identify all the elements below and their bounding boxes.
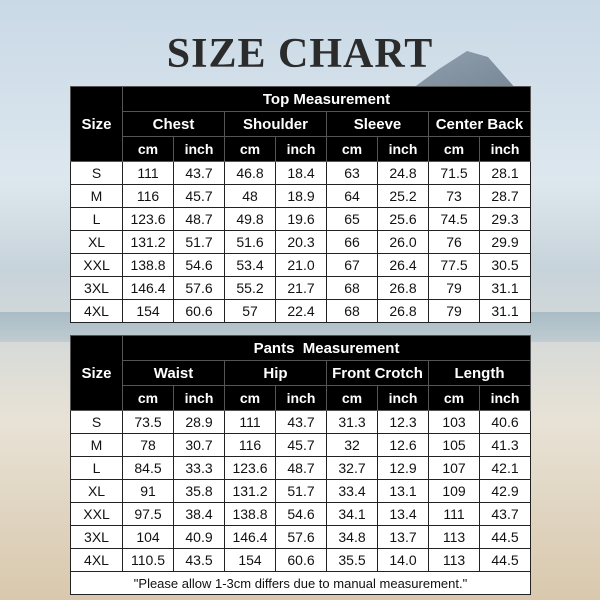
value-cell: 48.7	[174, 208, 225, 231]
table-row	[71, 277, 531, 300]
value-cell: 42.9	[480, 480, 531, 503]
value-cell: 12.9	[378, 457, 429, 480]
value-cell: 107	[429, 457, 480, 480]
value-cell: 74.5	[429, 208, 480, 231]
value-cell: 38.4	[174, 503, 225, 526]
table-row	[71, 254, 531, 277]
unit-cell: cm	[429, 386, 480, 411]
value-cell: 30.5	[480, 254, 531, 277]
value-cell: 19.6	[276, 208, 327, 231]
value-cell: 29.3	[480, 208, 531, 231]
value-cell: 42.1	[480, 457, 531, 480]
value-cell: 41.3	[480, 434, 531, 457]
value-cell: 51.7	[276, 480, 327, 503]
value-cell: 91	[123, 480, 174, 503]
value-cell: 109	[429, 480, 480, 503]
value-cell: 40.9	[174, 526, 225, 549]
value-cell: 105	[429, 434, 480, 457]
group-hip: Hip	[225, 361, 327, 386]
value-cell: 104	[123, 526, 174, 549]
unit-cell: inch	[480, 137, 531, 162]
size-cell: XL	[71, 480, 123, 503]
value-cell: 22.4	[276, 300, 327, 323]
value-cell: 32.7	[327, 457, 378, 480]
unit-cell: cm	[429, 137, 480, 162]
value-cell: 54.6	[276, 503, 327, 526]
value-cell: 13.4	[378, 503, 429, 526]
unit-cell: inch	[276, 386, 327, 411]
value-cell: 123.6	[123, 208, 174, 231]
table-row	[71, 300, 531, 323]
value-cell: 79	[429, 300, 480, 323]
value-cell: 40.6	[480, 411, 531, 434]
unit-cell: inch	[174, 386, 225, 411]
value-cell: 28.7	[480, 185, 531, 208]
value-cell: 111	[429, 503, 480, 526]
value-cell: 131.2	[225, 480, 276, 503]
value-cell: 78	[123, 434, 174, 457]
value-cell: 32	[327, 434, 378, 457]
value-cell: 12.3	[378, 411, 429, 434]
top-measurement-heading: Top Measurement	[123, 87, 531, 112]
value-cell: 43.5	[174, 549, 225, 572]
size-cell: S	[71, 411, 123, 434]
size-cell: XXL	[71, 503, 123, 526]
group-front-crotch: Front Crotch	[327, 361, 429, 386]
value-cell: 43.7	[480, 503, 531, 526]
unit-cell: inch	[378, 386, 429, 411]
value-cell: 110.5	[123, 549, 174, 572]
value-cell: 84.5	[123, 457, 174, 480]
top-table-body	[71, 162, 531, 323]
table-row	[71, 503, 531, 526]
unit-cell: inch	[174, 137, 225, 162]
value-cell: 30.7	[174, 434, 225, 457]
value-cell: 20.3	[276, 231, 327, 254]
value-cell: 18.4	[276, 162, 327, 185]
value-cell: 33.4	[327, 480, 378, 503]
value-cell: 14.0	[378, 549, 429, 572]
group-sleeve: Sleeve	[327, 112, 429, 137]
value-cell: 45.7	[174, 185, 225, 208]
value-cell: 146.4	[225, 526, 276, 549]
table-row	[71, 162, 531, 185]
value-cell: 28.1	[480, 162, 531, 185]
table-row	[71, 457, 531, 480]
size-cell: M	[71, 185, 123, 208]
table-row	[71, 411, 531, 434]
value-cell: 44.5	[480, 549, 531, 572]
value-cell: 31.1	[480, 300, 531, 323]
value-cell: 51.7	[174, 231, 225, 254]
value-cell: 21.0	[276, 254, 327, 277]
value-cell: 64	[327, 185, 378, 208]
value-cell: 123.6	[225, 457, 276, 480]
value-cell: 33.3	[174, 457, 225, 480]
value-cell: 60.6	[174, 300, 225, 323]
value-cell: 26.8	[378, 300, 429, 323]
group-center-back: Center Back	[429, 112, 531, 137]
value-cell: 55.2	[225, 277, 276, 300]
value-cell: 48.7	[276, 457, 327, 480]
value-cell: 154	[225, 549, 276, 572]
size-header: Size	[71, 87, 123, 162]
value-cell: 25.6	[378, 208, 429, 231]
value-cell: 111	[225, 411, 276, 434]
value-cell: 103	[429, 411, 480, 434]
group-length: Length	[429, 361, 531, 386]
unit-cell: cm	[225, 137, 276, 162]
unit-cell: cm	[327, 137, 378, 162]
value-cell: 25.2	[378, 185, 429, 208]
value-cell: 24.8	[378, 162, 429, 185]
size-cell: 3XL	[71, 277, 123, 300]
value-cell: 73.5	[123, 411, 174, 434]
value-cell: 76	[429, 231, 480, 254]
value-cell: 31.1	[480, 277, 531, 300]
unit-cell: inch	[276, 137, 327, 162]
value-cell: 48	[225, 185, 276, 208]
value-cell: 116	[123, 185, 174, 208]
size-cell: S	[71, 162, 123, 185]
value-cell: 45.7	[276, 434, 327, 457]
value-cell: 49.8	[225, 208, 276, 231]
measurement-note: "Please allow 1-3cm differs due to manual measurement."	[71, 572, 531, 595]
table-row	[71, 231, 531, 254]
value-cell: 138.8	[123, 254, 174, 277]
value-cell: 111	[123, 162, 174, 185]
value-cell: 29.9	[480, 231, 531, 254]
size-cell: M	[71, 434, 123, 457]
pants-units-row	[71, 386, 531, 411]
unit-cell: cm	[123, 386, 174, 411]
value-cell: 146.4	[123, 277, 174, 300]
value-cell: 35.8	[174, 480, 225, 503]
value-cell: 77.5	[429, 254, 480, 277]
value-cell: 26.8	[378, 277, 429, 300]
group-chest: Chest	[123, 112, 225, 137]
value-cell: 13.7	[378, 526, 429, 549]
size-header: Size	[71, 336, 123, 411]
top-units-row	[71, 137, 531, 162]
value-cell: 26.0	[378, 231, 429, 254]
table-row	[71, 434, 531, 457]
table-row	[71, 208, 531, 231]
value-cell: 53.4	[225, 254, 276, 277]
value-cell: 65	[327, 208, 378, 231]
value-cell: 54.6	[174, 254, 225, 277]
value-cell: 46.8	[225, 162, 276, 185]
value-cell: 34.1	[327, 503, 378, 526]
value-cell: 35.5	[327, 549, 378, 572]
value-cell: 113	[429, 549, 480, 572]
value-cell: 60.6	[276, 549, 327, 572]
unit-cell: inch	[480, 386, 531, 411]
value-cell: 28.9	[174, 411, 225, 434]
table-row	[71, 185, 531, 208]
value-cell: 57.6	[174, 277, 225, 300]
value-cell: 57	[225, 300, 276, 323]
value-cell: 13.1	[378, 480, 429, 503]
unit-cell: cm	[123, 137, 174, 162]
size-cell: 4XL	[71, 549, 123, 572]
value-cell: 131.2	[123, 231, 174, 254]
unit-cell: inch	[378, 137, 429, 162]
value-cell: 31.3	[327, 411, 378, 434]
value-cell: 66	[327, 231, 378, 254]
table-row	[71, 480, 531, 503]
table-row	[71, 526, 531, 549]
value-cell: 34.8	[327, 526, 378, 549]
value-cell: 79	[429, 277, 480, 300]
value-cell: 68	[327, 300, 378, 323]
unit-cell: cm	[225, 386, 276, 411]
value-cell: 51.6	[225, 231, 276, 254]
value-cell: 12.6	[378, 434, 429, 457]
group-waist: Waist	[123, 361, 225, 386]
page-title: SIZE CHART	[166, 31, 434, 77]
size-cell: L	[71, 457, 123, 480]
table-row	[71, 549, 531, 572]
value-cell: 43.7	[174, 162, 225, 185]
value-cell: 71.5	[429, 162, 480, 185]
value-cell: 97.5	[123, 503, 174, 526]
value-cell: 73	[429, 185, 480, 208]
value-cell: 116	[225, 434, 276, 457]
value-cell: 113	[429, 526, 480, 549]
value-cell: 138.8	[225, 503, 276, 526]
size-cell: L	[71, 208, 123, 231]
value-cell: 43.7	[276, 411, 327, 434]
pants-measurement-heading: Pants Measurement	[123, 336, 531, 361]
value-cell: 68	[327, 277, 378, 300]
size-cell: XXL	[71, 254, 123, 277]
value-cell: 57.6	[276, 526, 327, 549]
top-measurement-table	[70, 86, 531, 323]
value-cell: 154	[123, 300, 174, 323]
value-cell: 18.9	[276, 185, 327, 208]
group-shoulder: Shoulder	[225, 112, 327, 137]
value-cell: 26.4	[378, 254, 429, 277]
size-cell: XL	[71, 231, 123, 254]
pants-table-body	[71, 411, 531, 572]
value-cell: 67	[327, 254, 378, 277]
unit-cell: cm	[327, 386, 378, 411]
size-cell: 4XL	[71, 300, 123, 323]
size-cell: 3XL	[71, 526, 123, 549]
pants-measurement-table	[70, 335, 531, 595]
value-cell: 44.5	[480, 526, 531, 549]
value-cell: 21.7	[276, 277, 327, 300]
value-cell: 63	[327, 162, 378, 185]
